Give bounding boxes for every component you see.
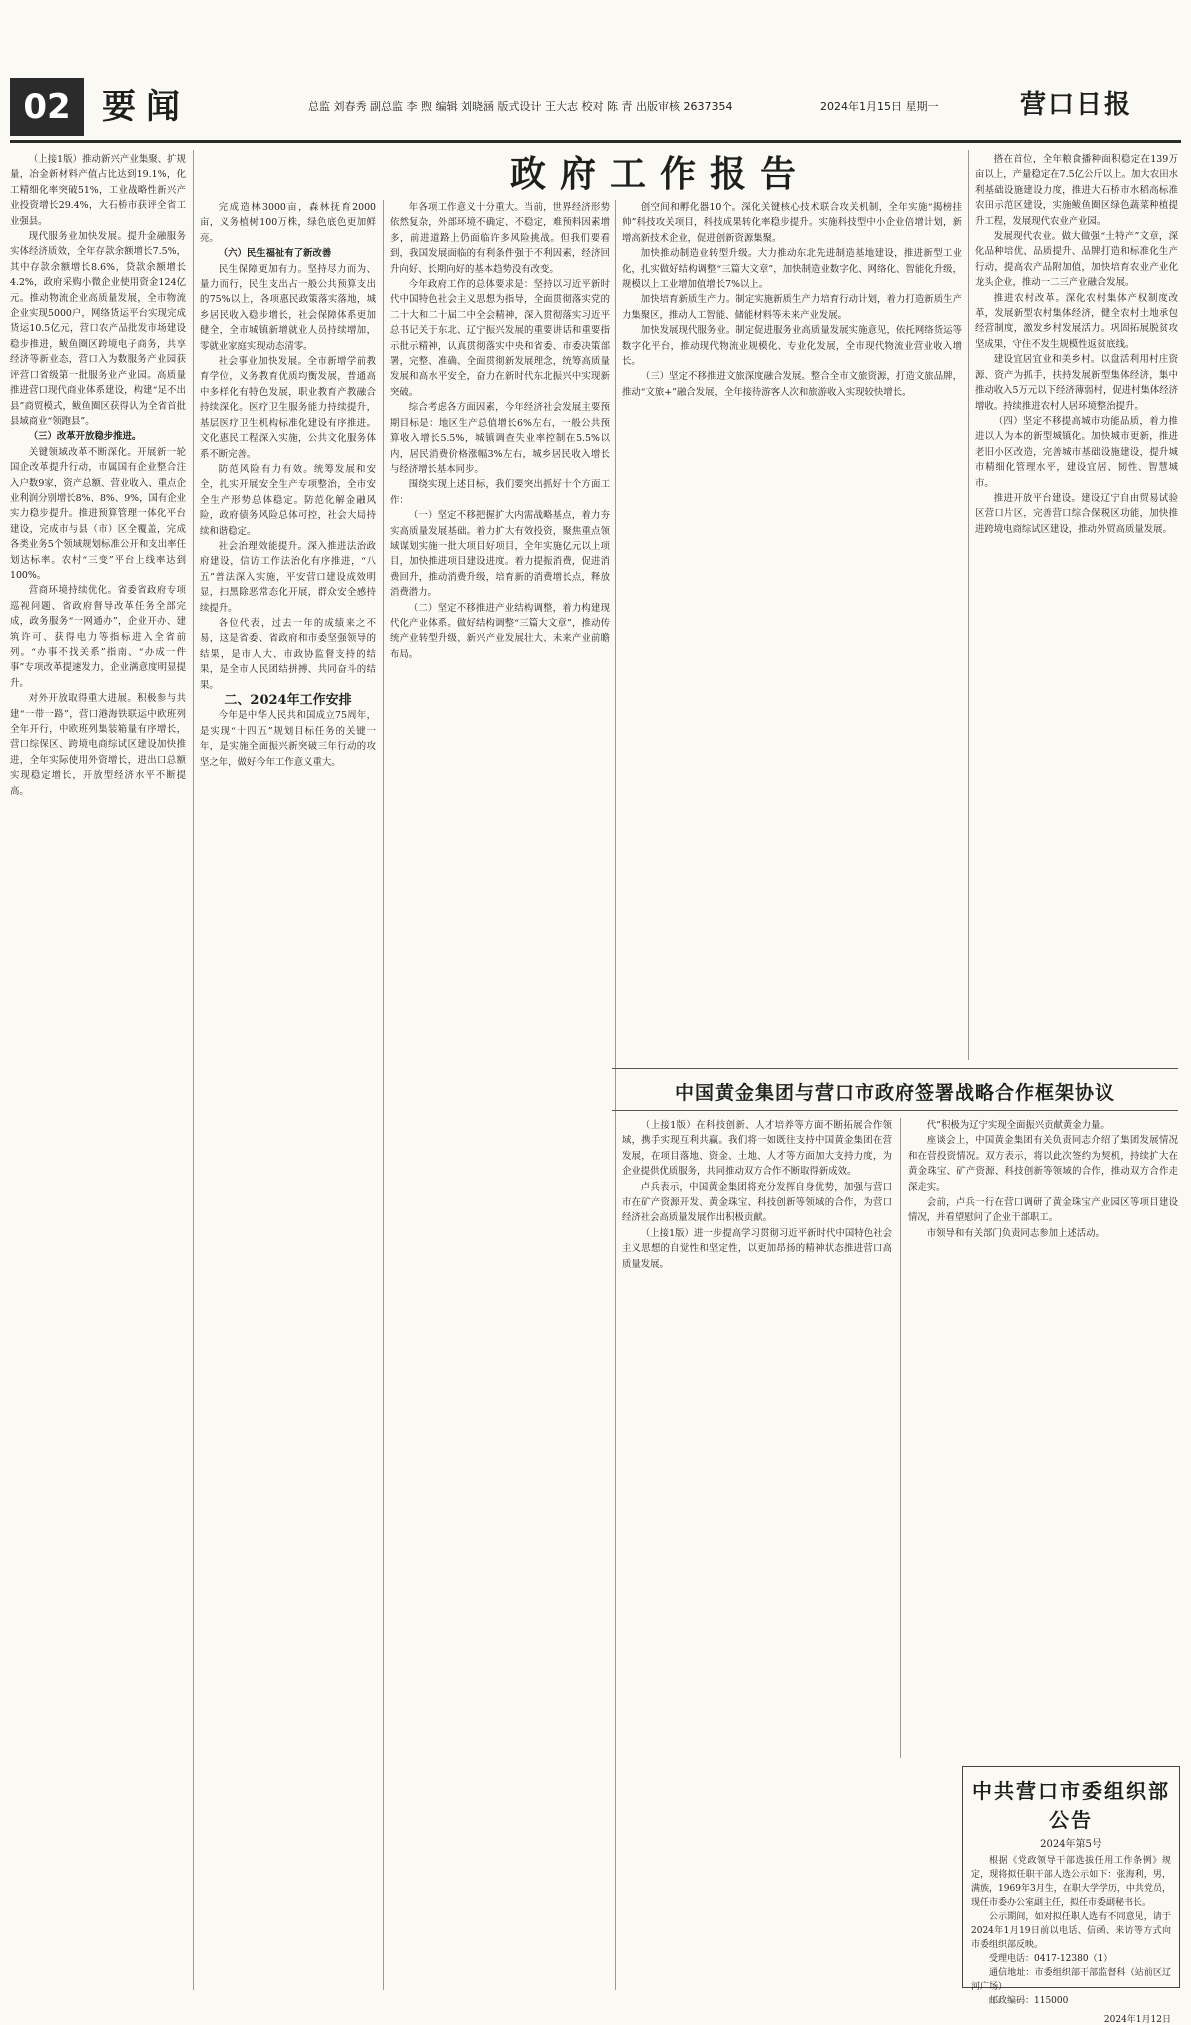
paragraph: （二）坚定不移推进产业结构调整，着力构建现代化产业体系。做好结构调整“三篇大文章”，推动传统产业转型升级、新兴产业发展壮大、未来产业前瞻布局。 [390,602,610,660]
column-1 [10,152,186,1992]
paragraph: 各位代表，过去一年的成绩来之不易，这是省委、省政府和市委坚强领导的结果，是市人大、市政协监督支持的结果，是全市人民团结拼搏、共同奋斗的结果。 [200,617,376,691]
paragraph: （上接1版）在科技创新、人才培养等方面不断拓展合作领域，携手实现互利共赢。我们将一如既往支持中国黄金集团在营发展，在项目落地、资金、土地、人才等方面加大支持力度，为企业提供优质服务，共同推动双方合作不断取得新成效。 [622,1120,892,1178]
paragraph: （一）坚定不移把握扩大内需战略基点，着力夯实高质量发展基础。着力扩大有效投资，聚焦重点领域谋划实施一批大项目好项目，全年实施亿元以上项目，加快推进项目建设进度。着力提振消费，促进消费回升，推动消费升级，培育新的消费增长点，释放消费潜力。 [390,510,610,599]
notice-title: 中共营口市委组织部公告 [972,1779,1170,1832]
paragraph: 推进开放平台建设。建设辽宁自由贸易试验区营口片区，完善营口综合保税区功能，加快推进跨境电商综试区建设，推动外贸高质量发展。 [975,492,1178,535]
paragraph: 代”积极为辽宁实现全面振兴贡献黄金力量。 [926,1120,1110,1131]
paragraph: （四）坚定不移提高城市功能品质，着力推进以人为本的新型城镇化。加快城市更新，推进老旧小区改造，完善城市基础设施建设，提升城市精细化管理水平，建设宜居、韧性、智慧城市。 [975,415,1178,489]
paragraph: 公示期间，如对拟任职人选有不同意见，请于2024年1月19日前以电话、信函、来访等方式向市委组织部反映。 [971,1912,1171,1950]
column-divider [615,200,616,1990]
paragraph: 卢兵表示，中国黄金集团将充分发挥自身优势，加强与营口市在矿产资源开发、黄金珠宝、科技创新等领域的合作，为营口经济社会高质量发展作出积极贡献。 [622,1181,892,1224]
paragraph: 受理电话：0417-12380（1） [989,1954,1113,1964]
newspaper-name: 营口日报 [1020,90,1133,120]
box-column-b [908,1118,1178,1758]
column-2 [200,200,376,1990]
public-notice [962,1766,1180,2025]
paragraph: 座谈会上，中国黄金集团有关负责同志介绍了集团发展情况和在营投资情况。双方表示，将以此次签约为契机，持续扩大在黄金珠宝、矿产资源、科技创新等领域的合作，推动双方合作走深走实。 [908,1135,1178,1193]
paragraph: （上接1版）推动新兴产业集聚、扩规量，冶金新材料产值占比达到19.1%，化工精细化率突破51%，工业战略性新兴产业投资增长29.4%，大石桥市获评全省工业强县。 [10,154,186,227]
article-title: 政府工作报告 [509,153,810,195]
issue-date: 2024年1月15日 星期一 [820,100,939,113]
paragraph: 发展现代农业。做大做强“土特产”文章，深化品种培优、品质提升、品牌打造和标准化生产行动，提高农产品附加值，加快培育农业产业化龙头企业，推动一二三产业融合发展。 [975,231,1178,289]
column-5 [975,152,1178,1060]
editor-credits: 总监 刘春秀 副总监 李 煦 编辑 刘晓涵 版式设计 王大志 校对 陈 青 出版审核 2637354 [308,100,733,113]
paragraph: 根据《党政领导干部选拔任用工作条例》规定，现将拟任职干部人选公示如下：张海利，男，满族，1969年3月生，在职大学学历，中共党员，现任市委办公室副主任，拟任市委副秘书长。 [971,1856,1171,1908]
section-name: 要闻 [102,87,190,127]
paragraph: 通信地址：市委组织部干部监督科（站前区辽河广场） [971,1968,1171,1992]
column-4 [622,200,962,1060]
paragraph: 社会治理效能提升。深入推进法治政府建设，信访工作法治化有序推进，“八五”普法深入实施，平安营口建设成效明显，扫黑除恶常态化开展，群众安全感持续提升。 [200,540,376,614]
paragraph: 邮政编码：115000 [989,1996,1069,2006]
subsection-heading: （六）民生福祉有了新改善 [218,248,332,260]
paragraph: 推进农村改革。深化农村集体产权制度改革，发展新型农村集体经济，健全农村土地承包经营制度，激发乡村发展活力。巩固拓展脱贫攻坚成果，守住不发生规模性返贫底线。 [975,292,1178,350]
paragraph: 营商环境持续优化。省委省政府专项巡视问题、省政府督导改革任务全部完成，政务服务“一网通办”，企业开办、建筑许可、获得电力等指标进入全省前列。“办事不找关系”指南、“办成一件事”专项改革提速发力，企业满意度明显提升。 [10,585,186,689]
subsection-heading: （三）改革开放稳步推进。 [28,431,142,443]
paragraph: 防范风险有力有效。统筹发展和安全，扎实开展安全生产专项整治，全市安全生产形势总体稳定。防范化解金融风险，政府债务风险总体可控，社会大局持续和谐稳定。 [200,463,376,537]
paragraph: 围绕实现上述目标，我们要突出抓好十个方面工作： [390,479,610,506]
column-divider [900,1118,901,1758]
column-divider [193,150,194,1990]
paragraph: 年各项工作意义十分重大。当前，世界经济形势依然复杂，外部环境不确定、不稳定，难预料因素增多，前进道路上仍面临许多风险挑战。但我们要看到，我国发展面临的有利条件强于不利因素，经济回升向好、长期向好的基本趋势没有改变。 [390,202,610,275]
paragraph: 今年是中华人民共和国成立75周年，是实现“十四五”规划目标任务的关键一年，是实施全面振兴新突破三年行动的攻坚之年，做好今年工作意义重大。 [200,710,376,768]
column-divider [383,200,384,1990]
paragraph: 建设宜居宜业和美乡村。以盘活利用村庄资源、资产为抓手，扶持发展新型集体经济，集中推动收入5万元以下经济薄弱村，促进村集体经济增收。持续推进农村人居环境整治提升。 [975,354,1178,412]
paragraph: 市领导和有关部门负责同志参加上述活动。 [926,1227,1105,1239]
paragraph: 关键领域改革不断深化。开展新一轮国企改革提升行动，市属国有企业整合注入户数9家，资产总额、营业收入、重点企业利润分别增长8%、8%、9%，国有企业实力稳步提升。推进预算管理一体化平台建设，完成市与县（市）区全覆盖，完成各类业务5个领域规划标准公开和支出率任划达标率。农村“三变”平台上线率达到100%。 [10,446,186,581]
paragraph: 会前，卢兵一行在营口调研了黄金珠宝产业园区等项目建设情况，并看望慰问了企业干部职工。 [908,1197,1178,1224]
paragraph: 社会事业加快发展。全市新增学前教育学位，义务教育优质均衡发展，普通高中多样化有特色发展，职业教育产教融合持续深化。医疗卫生服务能力持续提升，基层医疗卫生机构标准化建设有序推进。文化惠民工程深入实施，公共文化服务体系不断完善。 [200,356,376,460]
paragraph: （上接1版）进一步提高学习贯彻习近平新时代中国特色社会主义思想的自觉性和坚定性，以更加昂扬的精神状态推进营口高质量发展。 [622,1227,892,1270]
paragraph: 完成造林3000亩，森林抚育2000亩，义务植树100万株，绿色底色更加鲜亮。 [200,202,376,244]
paragraph: 现代服务业加快发展。提升金融服务实体经济质效，全年存款余额增长7.5%，其中存款余额增长8.6%，贷款余额增长4.2%，政府采购小微企业使用资金124亿元。推动物流企业高质量发展，全市物流企业实现5000户，网络货运平台实现完成货运10.5亿元，营口农产品批发市场建设稳步推进，鲅鱼圈区跨境电子商务，共享经济等新业态，营口入为数服务产业园获评营口省级第一批服务业产业园。高质量推进营口现代商业体系建设，构建“足不出县”商贸模式，鲅鱼圈区获得认为全省首批县域商业“领跑县”。 [10,231,186,427]
paragraph: 加快培育新质生产力。制定实施新质生产力培育行动计划，着力打造新质生产力集聚区，推动人工智能、储能材料等未来产业发展。 [622,294,962,321]
paragraph: 综合考虑各方面因素，今年经济社会发展主要预期目标是：地区生产总值增长6%左右，一般公共预算收入增长5.5%，城镇调查失业率控制在5.5%以内，居民消费价格涨幅3%左右，城乡居民收入增长与经济增长基本同步。 [390,402,610,475]
paragraph: 今年政府工作的总体要求是：坚持以习近平新时代中国特色社会主义思想为指导，全面贯彻落实党的二十大和二十届二中全会精神，深入贯彻落实习近平总书记关于东北、辽宁振兴发展的重要讲话和重要指示批示精神，认真贯彻落实中央和省委、市委决策部署，完整、准确、全面贯彻新发展理念，统筹高质量发展和高水平安全，奋力在新时代东北振兴中实现新突破。 [390,279,610,398]
paragraph: 加快推动制造业转型升级。大力推动东北先进制造基地建设，推进新型工业化，扎实做好结构调整“三篇大文章”，加快制造业数字化、网络化、智能化升级，规模以上工业增加值增长7%以上。 [622,248,962,291]
part-heading: 二、2024年工作安排 [224,693,352,708]
paragraph: 搭在首位，全年粮食播种面积稳定在139万亩以上，产量稳定在7.5亿公斤以上。加大农田水利基础设施建设力度，推进大石桥市水稻高标准农田示范区建设，实施鲅鱼圈区绿色蔬菜种植提升工程，发展现代农业产业园。 [975,154,1178,227]
box-top-rule [612,1068,1178,1069]
paragraph: （三）坚定不移推进文旅深度融合发展。整合全市文旅资源，打造文旅品牌，推动“文旅+”融合发展，全年接待游客人次和旅游收入实现较快增长。 [622,371,962,398]
paragraph: 对外开放取得重大进展。积极参与共建“一带一路”，营口港海铁联运中欧班列全年开行，中欧班列集装箱量有序增长，营口综保区、跨境电商综试区建设加快推进，全年实际使用外资增长，进出口总额实现稳定增长，开放型经济水平不断提高。 [10,693,186,797]
column-divider [968,150,969,1060]
header [10,78,1181,136]
page-number: 02 [10,78,84,136]
news-headline: 中国黄金集团与营口市政府签署战略合作框架协议 [674,1082,1115,1104]
paragraph: 民生保障更加有力。坚持尽力而为、量力而行，民生支出占一般公共预算支出的75%以上，各项惠民政策落实落地，城乡居民收入稳步增长，社会保障体系更加健全，全市城镇新增就业人员持续增加，零就业家庭实现动态清零。 [200,263,376,352]
paragraph: 创空间和孵化器10个。深化关键核心技术联合攻关机制，全年实施“揭榜挂帅”科技攻关项目，科技成果转化率稳步提升。实施科技型中小企业倍增计划，新增高新技术企业，促进创新资源集聚。 [622,202,962,244]
box-title-rule [612,1110,1178,1111]
notice-body [963,1850,1179,2012]
paragraph: 加快发展现代服务业。制定促进服务业高质量发展实施意见，依托网络货运等数字化平台，推动现代物流业规模化、专业化发展，全市现代物流业营业收入增长。 [622,325,962,368]
column-3 [390,200,610,1990]
header-rule [10,140,1181,143]
box-column-a [622,1118,892,1758]
notice-date: 2024年1月12日 [1103,2015,1171,2025]
notice-number: 2024年第5号 [1040,1839,1102,1850]
